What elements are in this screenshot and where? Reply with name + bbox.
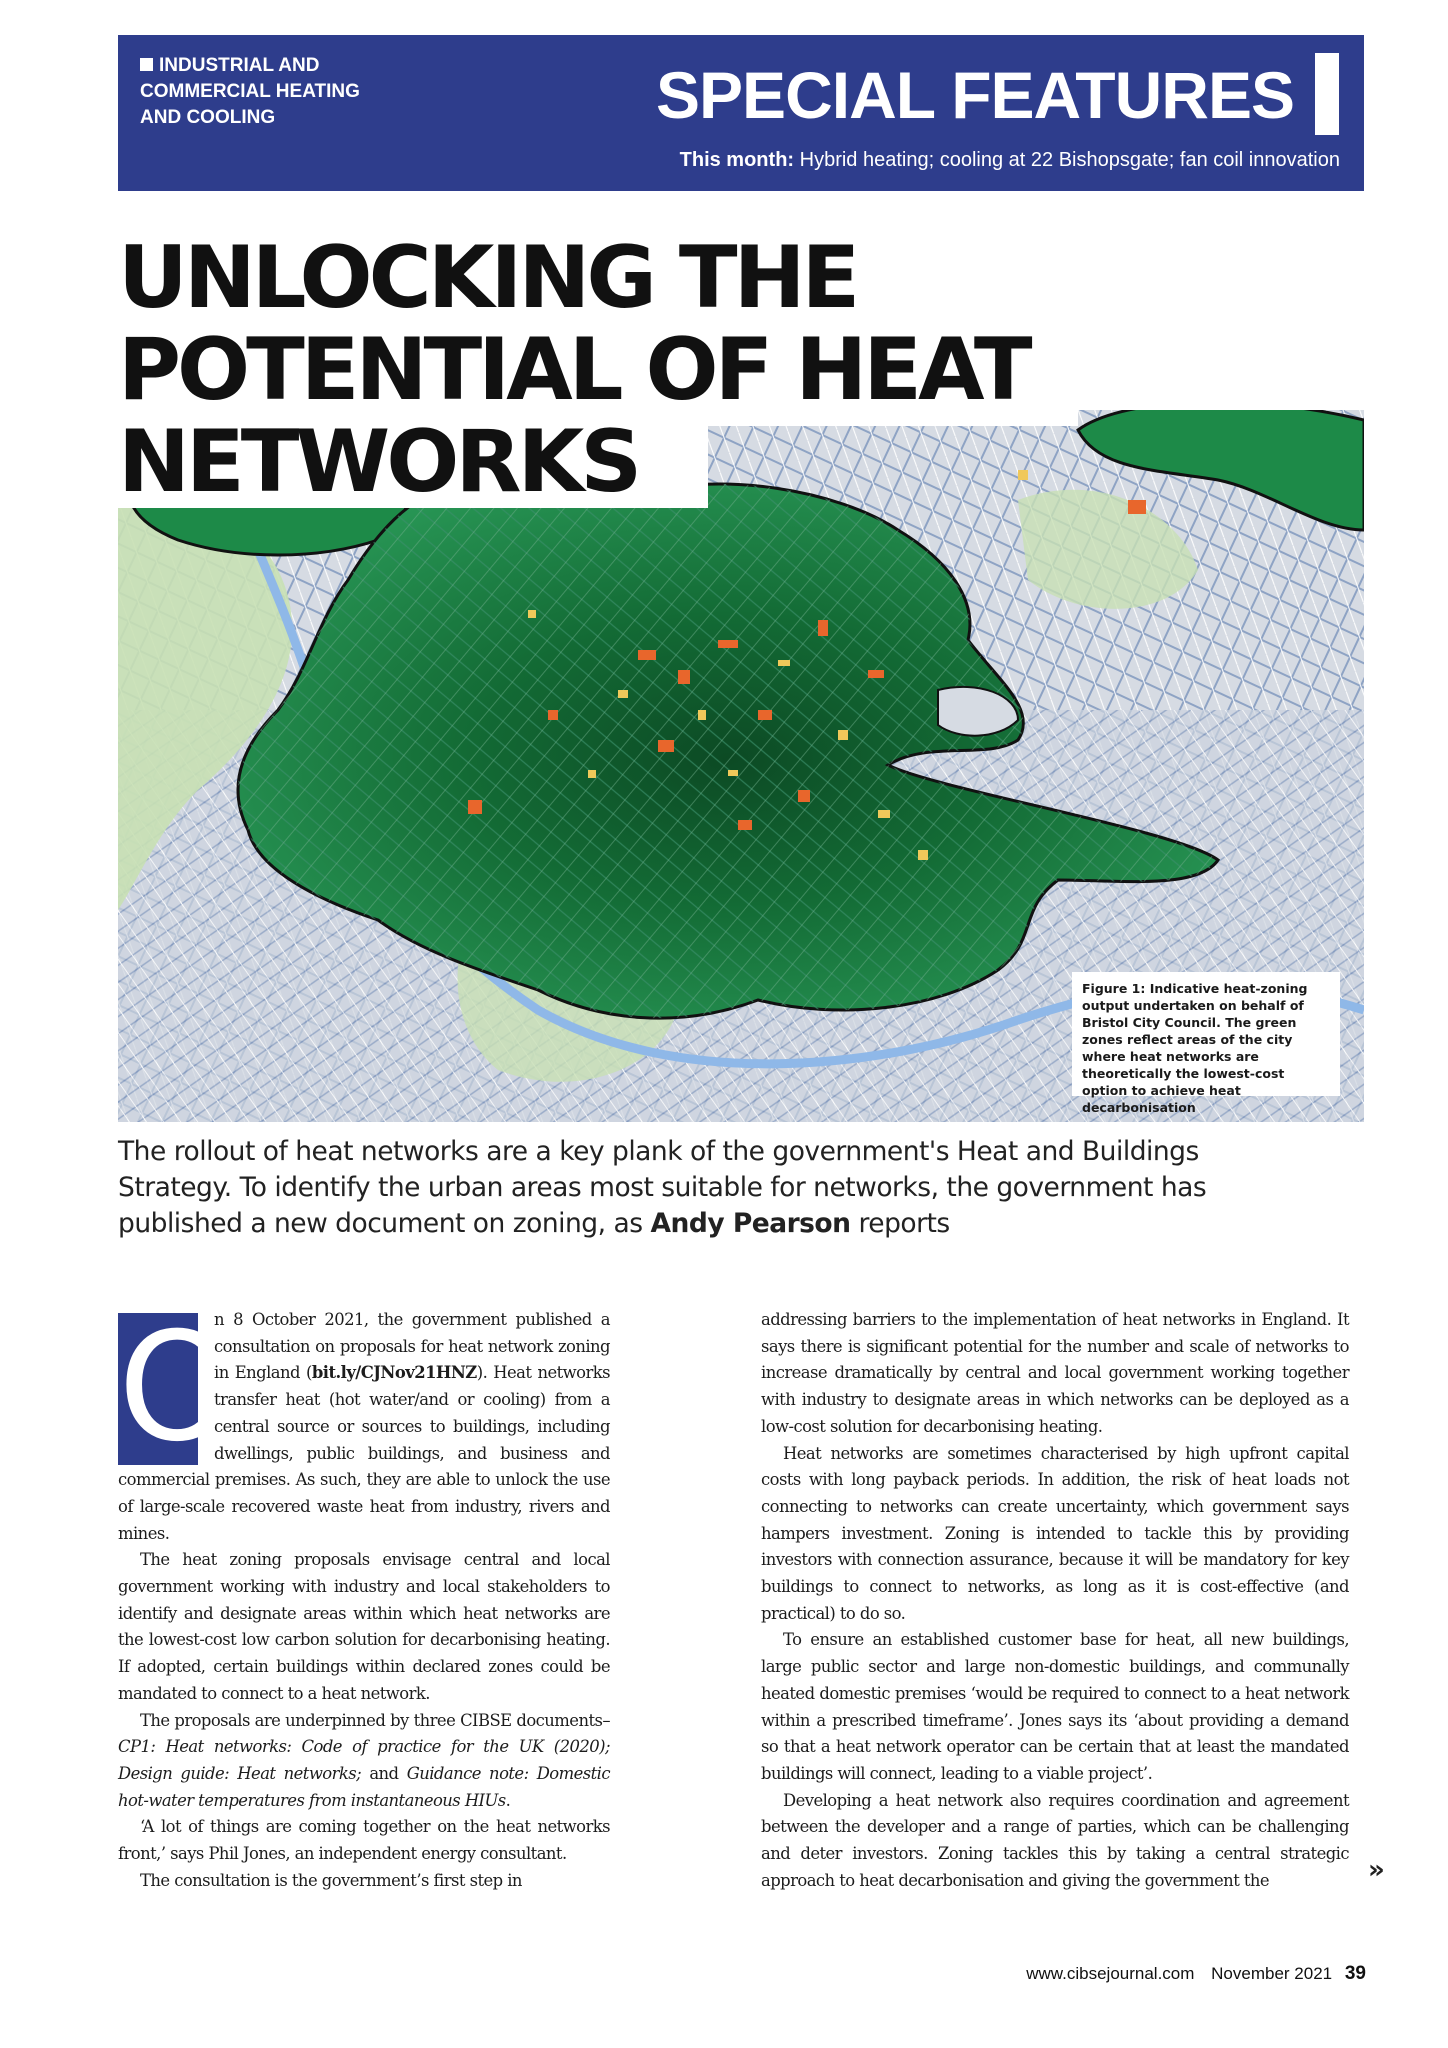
article-link[interactable]: bit.ly/CJNov21HNZ bbox=[311, 1363, 477, 1383]
standfirst: The rollout of heat networks are a key plank of the government's Heat and Buildings Strategy. To identify the urban areas most suitable for networks, the government has published a new document on zoning, as Andy Pearson reports bbox=[118, 1136, 1207, 1239]
paragraph: The heat zoning proposals envisage central and local government working with industry and local stakeholders to identify and designate areas within which heat networks are the lowest-cost low carbon solution for decarbonising heating. If adopted, certain buildings within declared zones could be mandated to connect to a heat network. bbox=[118, 1550, 610, 1703]
paragraph: Developing a heat network also requires coordination and agreement between the developer and a range of parties, which can be challenging and deter investors. Zoning tackles this by taking a central strategic approach to heat decarbonisation and giving the government the bbox=[761, 1790, 1349, 1890]
title-bar-decoration bbox=[1315, 53, 1339, 135]
paragraph: ‘A lot of things are coming together on the heat networks front,’ says Phil Jones, an independent energy consultant. bbox=[118, 1817, 610, 1864]
drop-cap: O bbox=[118, 1301, 236, 1475]
section-label: INDUSTRIAL AND COMMERCIAL HEATING AND COOLING bbox=[140, 55, 360, 128]
author-name: Andy Pearson bbox=[650, 1208, 851, 1239]
section-header bbox=[118, 35, 1364, 191]
figure-caption: Figure 1: Indicative heat-zoning output undertaken on behalf of Bristol City Council. The green zones reflect areas of the city where heat networks are theoretically the lowest-cost option to achieve heat decarbonisation bbox=[1072, 972, 1340, 1096]
square-bullet-icon bbox=[140, 58, 153, 71]
paragraph: The proposals are underpinned by three CIBSE documents– CP1: Heat networks: Code of practice for the UK (2020); Design guide: Heat networks; and Guidance note: Domestic hot-water temperatures from instantaneous HIUs. bbox=[118, 1710, 610, 1810]
article-title: UNLOCKING THE POTENTIAL OF HEAT NETWORKS bbox=[118, 228, 1029, 512]
page-number: 39 bbox=[1344, 1963, 1366, 1984]
paragraph: O n 8 October 2021, the government published a consultation on proposals for heat network zoning in England (bit.ly/CJNov21HNZ). Heat networks transfer heat (hot water/and or cooling) from a central source or sources to buildings, including dwellings, public buildings, and business and commercial premises. As such, they are able to unlock the use of large-scale recovered waste heat from industry, rivers and mines. bbox=[118, 1301, 610, 1543]
page-footer bbox=[1026, 1963, 1366, 1985]
body-column-2 bbox=[761, 1307, 1349, 1894]
paragraph: Heat networks are sometimes characterised by high upfront capital costs with long payback periods. In addition, the risk of heat loads not connecting to networks can create uncertainty, which government says hampers investment. Zoning is intended to tackle this by providing investors with connection assurance, because it will be mandatory for key buildings to connect to networks, as long as it is cost-effective (and practical) to do so. bbox=[761, 1443, 1349, 1623]
paragraph: addressing barriers to the implementation of heat networks in England. It says there is significant potential for the number and scale of networks to increase dramatically by central and local government working together with industry to designate areas in which networks can be deployed as a low-cost solution for decarbonising heating. bbox=[761, 1310, 1349, 1436]
paragraph: To ensure an established customer base for heat, all new buildings, large public sector and large non-domestic buildings, and communally heated domestic premises ‘would be required to connect to a heat network within a prescribed timeframe’. Jones says its ‘about providing a demand so that a heat network operator can be certain that at least the mandated buildings will connect, leading to a viable project’. bbox=[761, 1630, 1349, 1783]
special-features-title: SPECIAL FEATURES bbox=[656, 58, 1294, 132]
footer-url[interactable]: www.cibsejournal.com bbox=[1026, 1964, 1195, 1983]
this-month-line: This month: Hybrid heating; cooling at 22 Bishopsgate; fan coil innovation bbox=[679, 149, 1340, 171]
footer-date: November 2021 bbox=[1211, 1964, 1333, 1983]
body-column-1 bbox=[118, 1301, 610, 1894]
paragraph: The consultation is the government’s first step in bbox=[140, 1870, 522, 1890]
continue-arrow-icon: » bbox=[1368, 1855, 1385, 1885]
